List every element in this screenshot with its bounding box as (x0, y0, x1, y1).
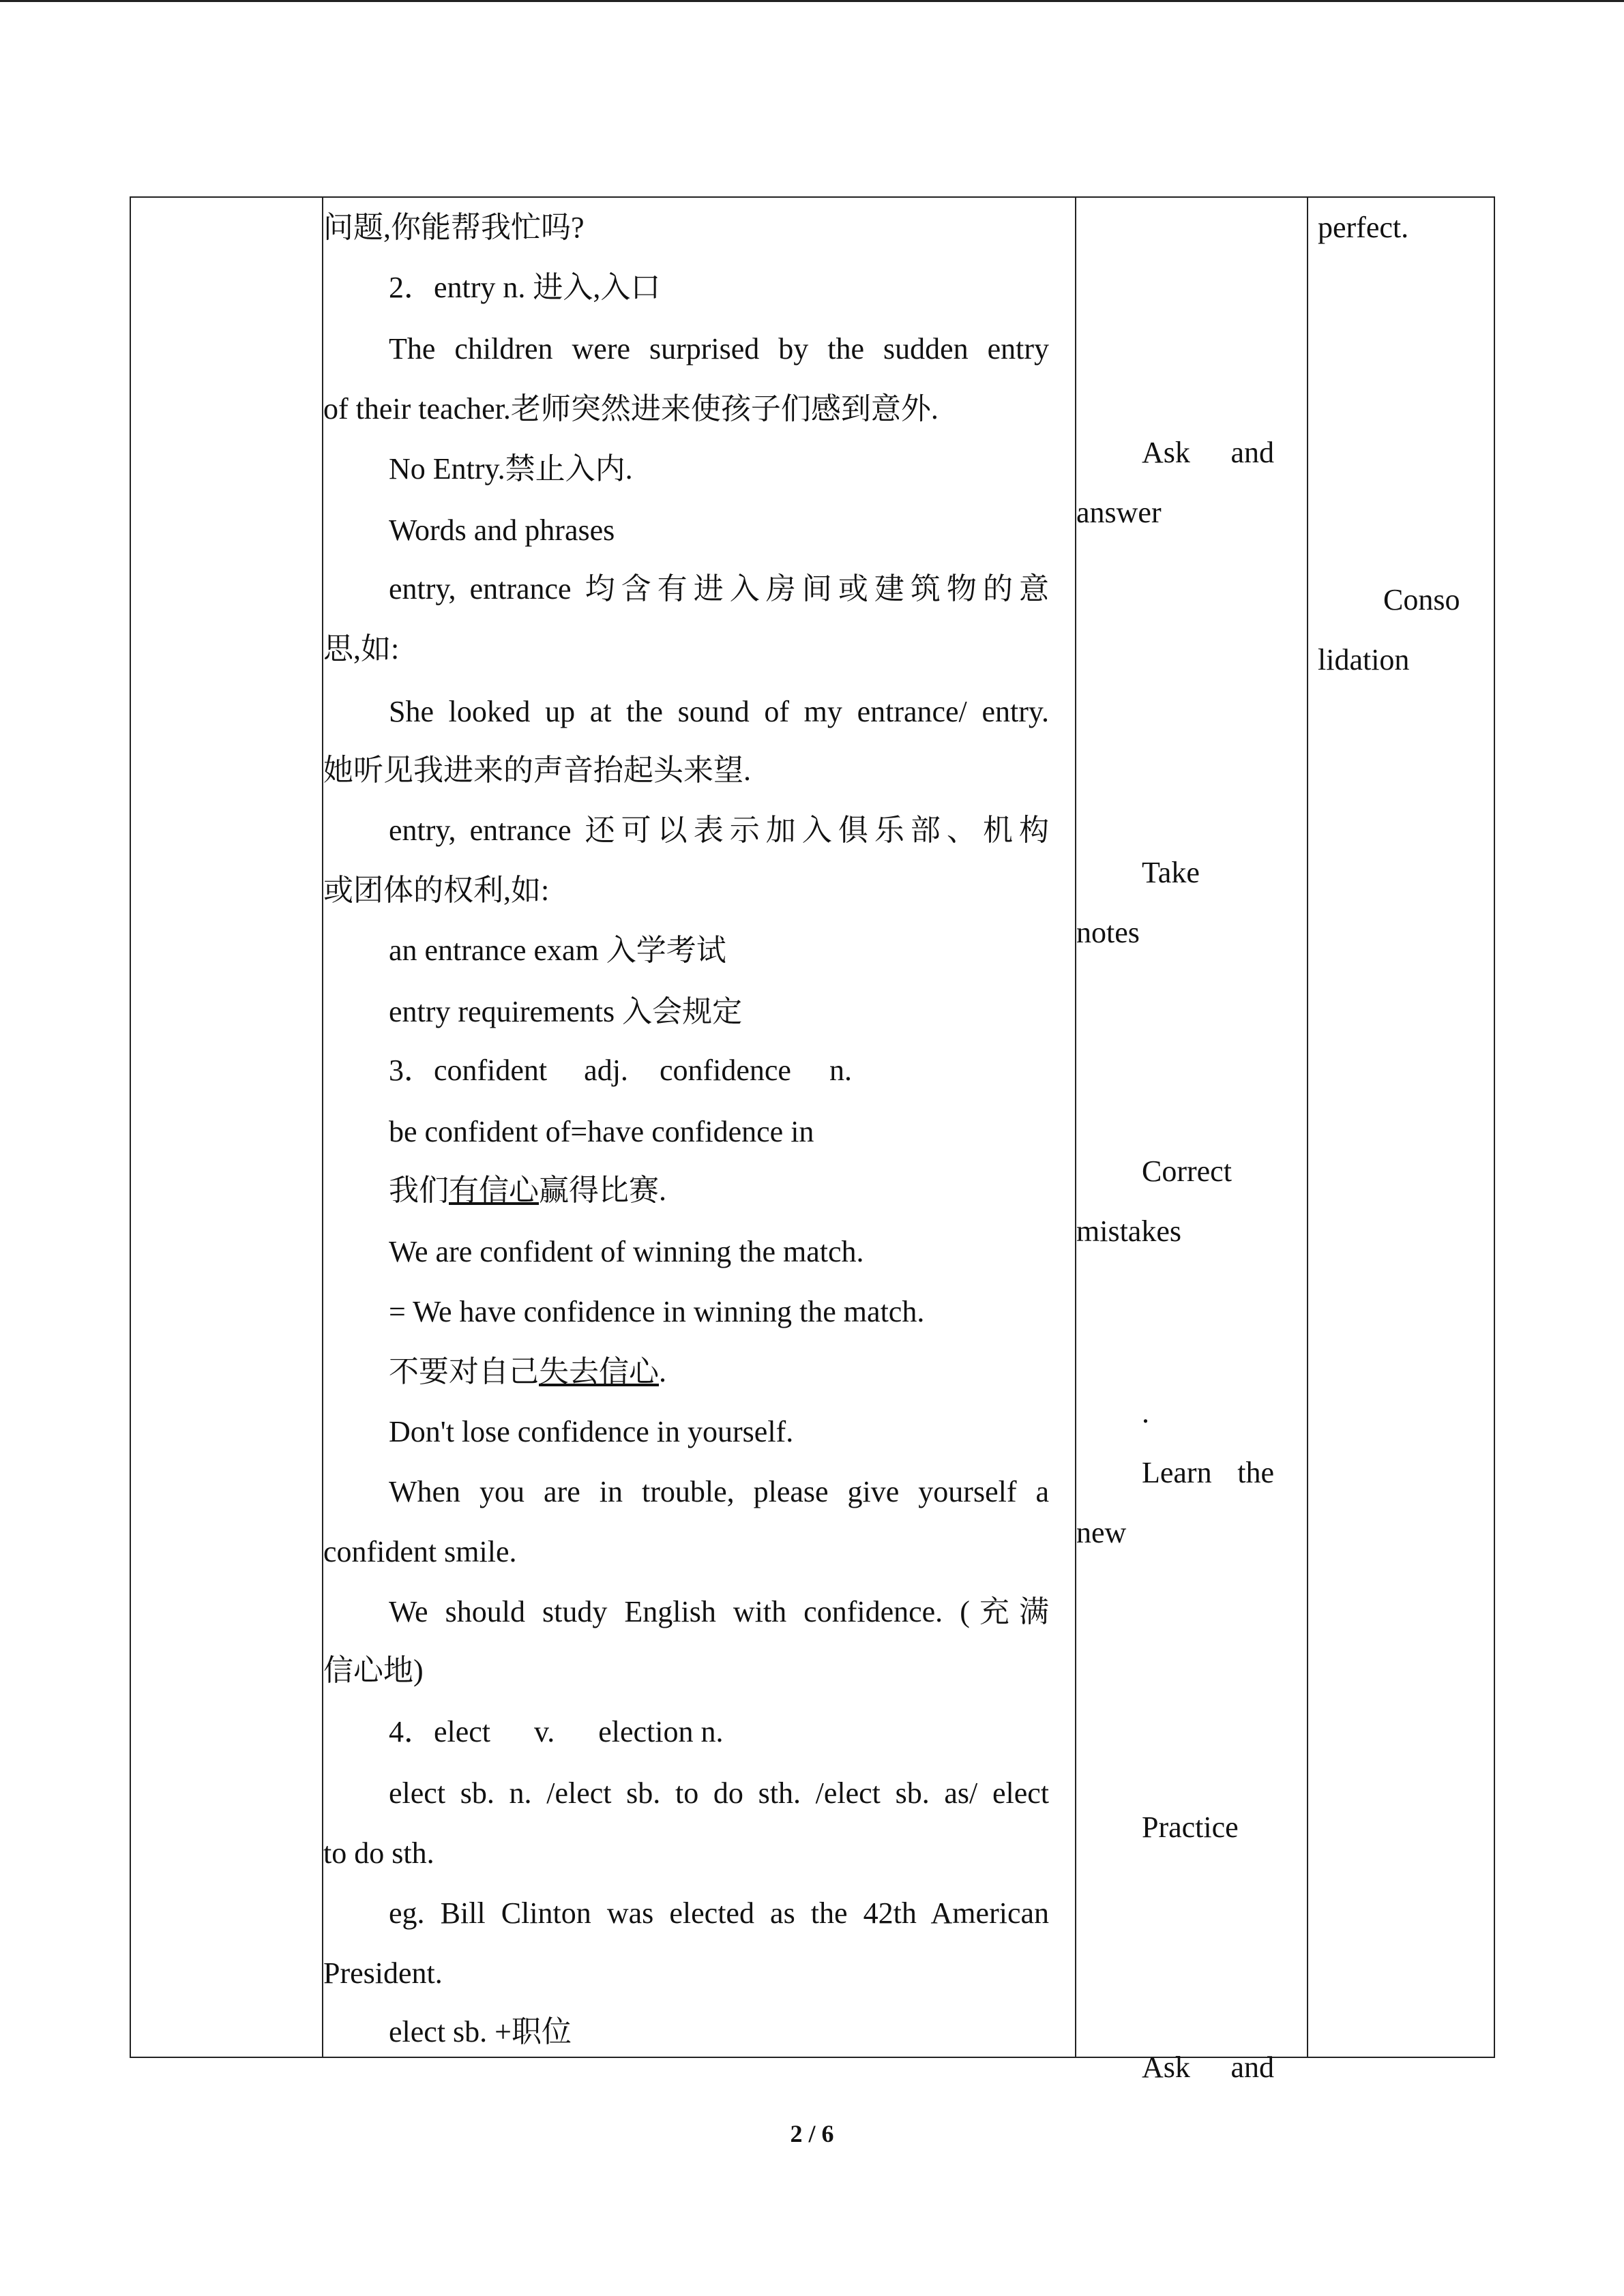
content-line (323, 1702, 723, 1762)
activity-label: notes (1076, 916, 1140, 949)
content-line: She looked up at the sound of my entrance/ entry. (389, 695, 1049, 728)
content-line: 或团体的权利,如: (323, 874, 550, 907)
student-activities-column (1076, 198, 1305, 2084)
content-line: be confident of=have confidence in (389, 1115, 814, 1148)
term-word: election n. (598, 1715, 724, 1748)
term-word: 3．confident (389, 1054, 548, 1087)
content-line: We should study English with confidence. (充满 (389, 1595, 1049, 1628)
note-text: lidation (1318, 643, 1410, 676)
term-pos: adj. (584, 1054, 628, 1087)
content-line (323, 1342, 666, 1402)
design-notes-column (1308, 198, 1496, 2057)
activity-label: mistakes (1076, 1214, 1181, 1248)
content-line: 思,如: (323, 632, 400, 666)
content-line: Don't lose confidence in yourself. (389, 1415, 794, 1448)
content-line: an entrance exam 入学考试 (389, 934, 726, 967)
term-word: confidence (659, 1054, 791, 1087)
content-line: confident smile. (323, 1535, 517, 1568)
content-line: The children were surprised by the sudden entry (389, 332, 1049, 366)
activity-label: Learn the (1142, 1456, 1274, 1489)
underlined-phrase: 有信心 (449, 1174, 539, 1207)
content-line: eg. Bill Clinton was elected as the 42th American (389, 1896, 1049, 1930)
content-line: elect sb. +职位 (389, 2015, 572, 2048)
content-line: 信心地) (323, 1654, 424, 1687)
content-line: 问题,你能帮我忙吗? (323, 211, 585, 244)
activity-label: Practice (1142, 1810, 1239, 1844)
activity-label: Take (1142, 856, 1200, 889)
activity-label: Ask and (1142, 436, 1274, 469)
content-line: entry, entrance 还可以表示加入俱乐部、机构 (389, 814, 1049, 847)
content-line: When you are in trouble, please give yourself a (389, 1475, 1049, 1508)
term-word: 4．elect (389, 1715, 491, 1748)
activity-label: Correct (1142, 1154, 1232, 1188)
note-text: perfect. (1318, 211, 1409, 244)
term-pos: v. (534, 1715, 555, 1748)
activity-label: new (1076, 1516, 1127, 1549)
content-line: entry requirements 入会规定 (389, 995, 743, 1028)
content-line: = We have confidence in winning the match. (389, 1295, 925, 1328)
content-line: to do sth. (323, 1836, 434, 1870)
content-line: of their teacher.老师突然进来使孩子们感到意外. (323, 392, 939, 426)
content-line (323, 1041, 852, 1101)
activity-label: . (1142, 1396, 1149, 1429)
text-segment: . (659, 1355, 666, 1388)
content-line: entry, entrance 均含有进入房间或建筑物的意 (389, 572, 1049, 606)
content-line: elect sb. n. /elect sb. to do sth. /elect sb. as/ elect (389, 1776, 1049, 1810)
page-number: 2 / 6 (790, 2120, 834, 2147)
note-text: Conso (1383, 583, 1460, 616)
teaching-content-column (323, 198, 1074, 2057)
text-segment: 不要对自己 (389, 1355, 539, 1388)
content-line: President. (323, 1956, 443, 1990)
activity-label: answer (1076, 496, 1162, 529)
content-line (323, 1161, 666, 1221)
term-pos: n. (829, 1054, 852, 1087)
content-line: 2．entry n. 进入,入口 (389, 271, 661, 304)
content-line: Words and phrases (389, 513, 615, 547)
activity-label: Ask and (1142, 2051, 1274, 2084)
text-segment: 我们 (389, 1174, 449, 1207)
content-line: We are confident of winning the match. (389, 1235, 864, 1268)
underlined-phrase: 失去信心 (539, 1355, 659, 1388)
top-border-rule (0, 0, 1624, 2)
lesson-plan-table (130, 196, 1495, 2084)
text-segment: 赢得比赛. (539, 1174, 666, 1207)
content-line: 她听见我进来的声音抬起头来望. (323, 754, 751, 787)
content-line: No Entry.禁止入内. (389, 452, 633, 486)
